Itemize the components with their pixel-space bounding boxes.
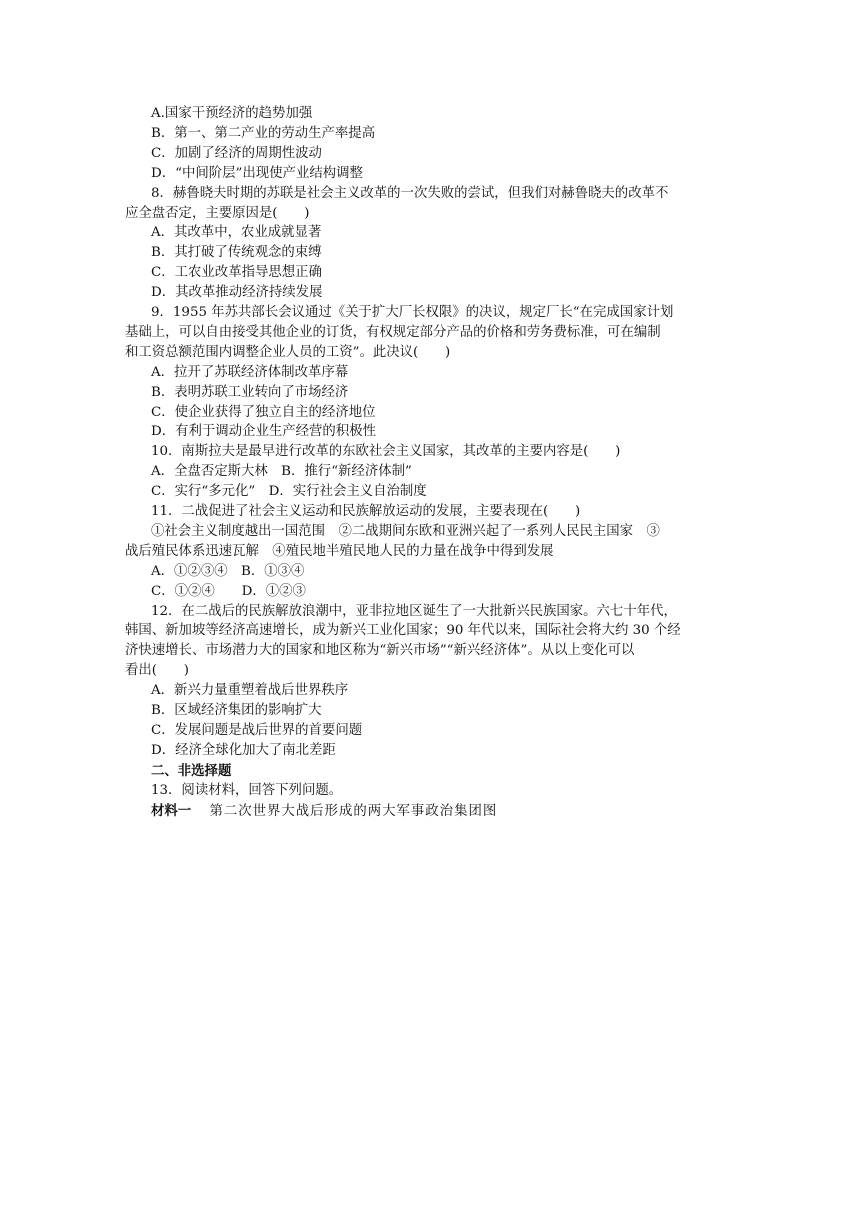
text-line: 济快速增长、市场潜力大的国家和地区称为“新兴市场”“新兴经济体”。从以上变化可以	[125, 643, 635, 659]
text-line: 应全盘否定，主要原因是( )	[125, 205, 310, 221]
text-line: 9．1955 年苏共部长会议通过《关于扩大厂长权限》的决议，规定厂长“在完成国家计划	[151, 305, 674, 320]
text-line: D．有利于调动企业生产经营的积极性	[151, 424, 376, 440]
text-line: C．发展问题是战后世界的首要问题	[151, 722, 363, 738]
text-line: 看出( )	[125, 663, 190, 679]
text-line: A.国家干预经济的趋势加强	[151, 106, 313, 121]
text-line: 13．阅读材料，回答下列问题。	[151, 782, 343, 798]
text-line: C．使企业获得了独立自主的经济地位	[151, 404, 376, 420]
text-line: C．①②④ D．①②③	[151, 583, 306, 599]
text-line: A．拉开了苏联经济体制改革序幕	[151, 364, 349, 380]
text-line: D．其改革推动经济持续发展	[151, 285, 323, 301]
material-heading	[0, 801, 860, 822]
text-line: C．实行“多元化” D．实行社会主义自治制度	[151, 484, 427, 500]
material-label: 材料一	[151, 802, 192, 819]
text-line: D．“中间阶层”出现使产业结构调整	[151, 165, 363, 181]
text-line: 8．赫鲁晓夫时期的苏联是社会主义改革的一次失败的尝试，但我们对赫鲁晓夫的改革不	[151, 185, 669, 201]
section-heading: 二、非选择题	[151, 762, 232, 779]
text-line: C．工农业改革指导思想正确	[151, 265, 322, 281]
text-line: A．新兴力量重塑着战后世界秩序	[151, 683, 349, 699]
text-line: B．区域经济集团的影响扩大	[151, 703, 322, 718]
text-line: 基础上，可以自由接受其他企业的订货，有权规定部分产品的价格和劳务费标准，可在编制	[125, 324, 661, 340]
material-title: 第二次世界大战后形成的两大军事政治集团图	[209, 803, 498, 819]
text-line: 12．在二战后的民族解放浪潮中，亚非拉地区诞生了一大批新兴民族国家。六七十年代，	[151, 603, 677, 619]
text-line: 战后殖民体系迅速瓦解 ④殖民地半殖民地人民的力量在战争中得到发展	[125, 543, 554, 559]
text-line: A．其改革中，农业成就显著	[151, 225, 322, 241]
text-line: B．表明苏联工业转向了市场经济	[151, 384, 349, 400]
text-line: A．①②③④ B．①③④	[151, 563, 305, 579]
text-line: 11．二战促进了社会主义运动和民族解放运动的发展，主要表现在( )	[151, 504, 581, 519]
text-line: B．其打破了传统观念的束缚	[151, 245, 322, 261]
text-line: B．第一、第二产业的劳动生产率提高	[151, 125, 376, 141]
text-line: ①社会主义制度越出一国范围 ②二战期间东欧和亚洲兴起了一系列人民民主国家 ③	[151, 523, 660, 539]
text-line: 韩国、新加坡等经济高速增长，成为新兴工业化国家；90 年代以来，国际社会将大约 30 个经	[125, 623, 681, 639]
text-line: 和工资总额范围内调整企业人员的工资”。此决议( )	[125, 344, 451, 360]
text-line: D．经济全球化加大了南北差距	[151, 742, 336, 758]
text-line: 10．南斯拉夫是最早进行改革的东欧社会主义国家，其改革的主要内容是( )	[151, 444, 621, 460]
text-line: A．全盘否定斯大林 B．推行“新经济体制”	[151, 464, 412, 480]
text-line: C．加剧了经济的周期性波动	[151, 145, 322, 161]
